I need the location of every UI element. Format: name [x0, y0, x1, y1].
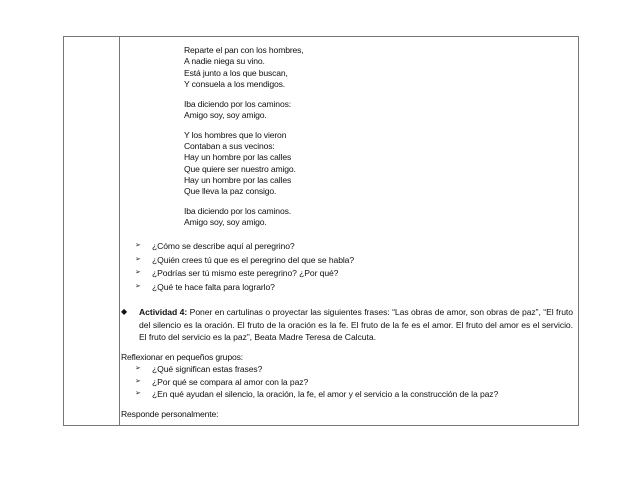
poem-line: Contaban a sus vecinos: — [184, 141, 275, 152]
poem-line: Amigo soy, soy amigo. — [184, 217, 267, 228]
table-column-divider — [119, 36, 120, 426]
poem-line: Que quiere ser nuestro amigo. — [184, 163, 296, 174]
list-item: ➢ ¿Cómo se describe aquí al peregrino? — [135, 241, 295, 251]
check-arrow-icon: ➢ — [135, 283, 141, 291]
question-list — [135, 240, 354, 295]
check-arrow-icon: ➢ — [135, 242, 141, 249]
list-item: ➢ ¿Qué te hace falta para lograrlo? — [135, 282, 275, 293]
poem-line: Que lleva la paz consigo. — [184, 186, 277, 197]
diamond-bullet-icon: ◆ — [121, 307, 128, 316]
reflect-list — [135, 363, 498, 401]
list-item: ➢ ¿Quién crees tú que es el peregrino del que se habla? — [135, 254, 355, 265]
check-arrow-icon: ➢ — [135, 377, 141, 385]
activity-text: Poner en cartulinas o proyectar las siguientes frases: “Las obras de amor, son obras de paz”, “El fruto del silencio es la oración. El fruto de la oración es la fe. El fruto de la fe es el amor. El fruto del amor es el servicio. El fruto del servicio es la paz”, Beata Madre Teresa de Calcuta. — [139, 307, 573, 343]
poem-line: Está junto a los que buscan, — [184, 67, 288, 78]
poem-line: Amigo soy, soy amigo. — [184, 109, 267, 120]
poem — [184, 45, 304, 229]
check-arrow-icon: ➢ — [135, 390, 141, 398]
poem-line: Y los hombres que lo vieron — [184, 129, 287, 140]
table-bottom-border — [63, 425, 578, 426]
poem-line: Iba diciendo por los caminos: — [184, 98, 291, 109]
poem-line: Y consuela a los mendigos. — [184, 78, 286, 89]
activity-paragraph — [121, 306, 573, 344]
list-item: ➢ ¿Por qué se compara al amor con la paz? — [135, 376, 309, 387]
list-item: ➢ ¿Podrías ser tú mismo este peregrino? ¿Por qué? — [135, 268, 339, 279]
table-right-border — [578, 36, 579, 426]
respond-prompt: Responde personalmente: — [121, 409, 219, 419]
list-item: ➢ ¿Qué significan estas frases? — [135, 364, 263, 374]
activity-label: Actividad 4: — [139, 307, 188, 317]
reflect-title: Reflexionar en pequeños grupos: — [121, 352, 243, 362]
table-left-border — [63, 36, 64, 426]
poem-line: Iba diciendo por los caminos. — [184, 206, 291, 217]
poem-line: Hay un hombre por las calles — [184, 152, 292, 163]
list-item: ➢ ¿En qué ayudan el silencio, la oración, la fe, el amor y el servicio a la construcción de la paz? — [135, 389, 499, 400]
poem-line: Reparte el pan con los hombres, — [184, 45, 304, 55]
check-arrow-icon: ➢ — [135, 269, 141, 277]
poem-line: Hay un hombre por las calles — [184, 174, 292, 185]
check-arrow-icon: ➢ — [135, 255, 141, 263]
table-top-border — [63, 36, 578, 37]
check-arrow-icon: ➢ — [135, 365, 141, 372]
poem-line: A nadie niega su vino. — [184, 56, 265, 67]
